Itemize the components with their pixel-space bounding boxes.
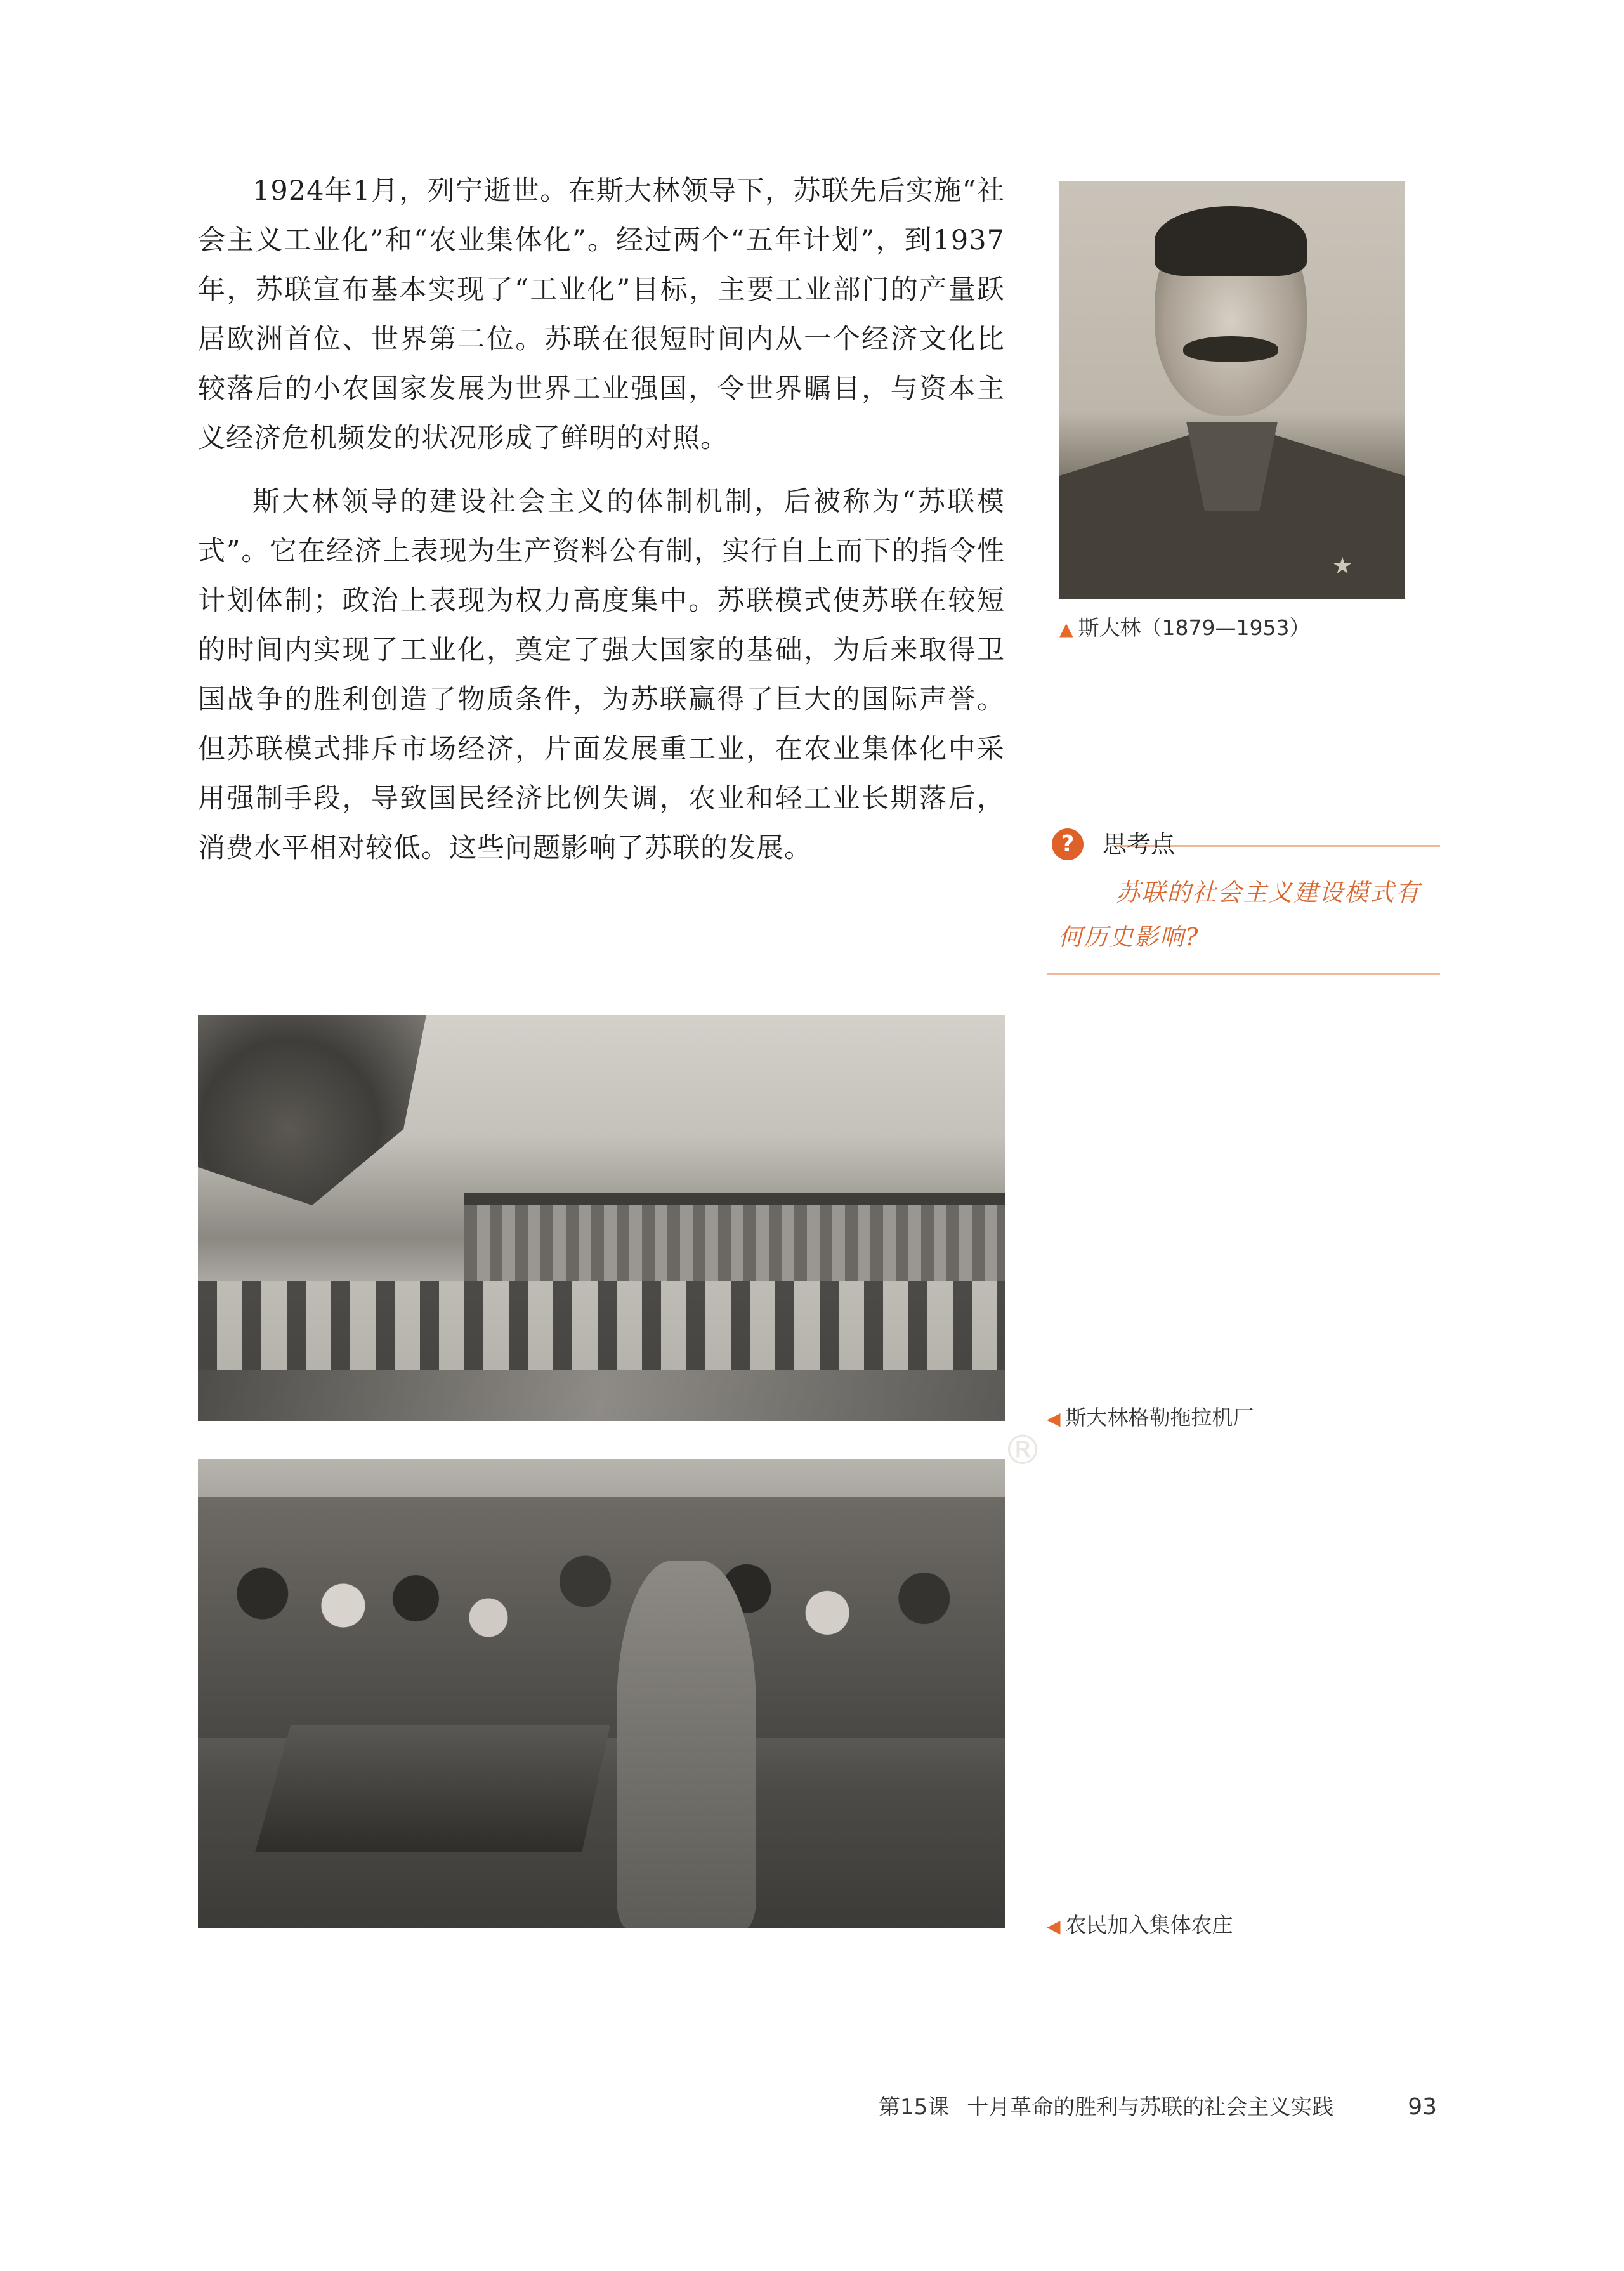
paragraph-1: 1924年1月，列宁逝世。在斯大林领导下，苏联先后实施“社会主义工业化”和“农业集体化”。经过两个“五年计划”，到1937年，苏联宣布基本实现了“工业化”目标，主要工业部门的产量跃居欧洲首位、世界第二位。苏联在很短时间内从一个经济文化比较落后的小农国家发展为世界工业强国，令世界瞩目，与资本主义经济危机频发的状况形成了鲜明的对照。 <box>198 175 1005 454</box>
crowd <box>198 1497 1005 1738</box>
portrait-caption-text: 斯大林（1879—1953） <box>1078 615 1311 640</box>
portrait-caption <box>1059 615 1311 642</box>
page-number: 93 <box>1408 2094 1437 2120</box>
medal-star-icon: ★ <box>1332 553 1353 579</box>
stalin-portrait <box>1059 181 1405 599</box>
tractor-factory-caption <box>1047 1405 1254 1432</box>
factory-building <box>464 1205 1005 1281</box>
tractor-silhouette <box>198 1015 426 1205</box>
lesson-number: 第15课 <box>879 2095 950 2120</box>
registration-table <box>255 1725 610 1852</box>
tractor-factory-photo <box>198 1015 1005 1421</box>
think-point-question: 苏联的社会主义建设模式有何历史影响? <box>1058 879 1421 951</box>
factory-ground <box>198 1370 1005 1421</box>
portrait-mustache <box>1183 336 1278 362</box>
lesson-title: 十月革命的胜利与苏联的社会主义实践 <box>967 2095 1334 2120</box>
portrait-hair <box>1155 206 1307 276</box>
collective-farm-photo <box>198 1459 1005 1928</box>
question-mark-icon: ? <box>1052 828 1084 860</box>
think-point-title: 思考点 <box>1103 830 1175 858</box>
standing-figure <box>617 1561 756 1928</box>
factory-roof <box>464 1193 1005 1207</box>
think-point-box <box>1047 825 1440 977</box>
body-text <box>198 166 1005 887</box>
collective-farm-caption <box>1047 1913 1233 1939</box>
collective-farm-caption-text: 农民加入集体农庄 <box>1065 1913 1233 1937</box>
triangle-left-icon: ◀ <box>1047 1408 1061 1429</box>
paragraph-2: 斯大林领导的建设社会主义的体制机制，后被称为“苏联模式”。它在经济上表现为生产资料公有制，实行自上而下的指令性计划体制；政治上表现为权力高度集中。苏联模式使苏联在较短的时间内实现了工业化，奠定了强大国家的基础，为后来取得卫国战争的胜利创造了物质条件，为苏联赢得了巨大的国际声誉。但苏联模式排斥市场经济，片面发展重工业，在农业集体化中采用强制手段，导致国民经济比例失调，农业和轻工业长期落后，消费水平相对较低。这些问题影响了苏联的发展。 <box>198 486 1005 864</box>
tractor-factory-caption-text: 斯大林格勒拖拉机厂 <box>1065 1405 1254 1430</box>
triangle-left-icon: ◀ <box>1047 1916 1061 1937</box>
page-footer <box>879 2093 1437 2121</box>
triangle-up-icon: ▲ <box>1059 618 1073 639</box>
publisher-watermark: ® <box>1002 1427 1043 1474</box>
think-point-bottom-rule <box>1047 973 1440 975</box>
